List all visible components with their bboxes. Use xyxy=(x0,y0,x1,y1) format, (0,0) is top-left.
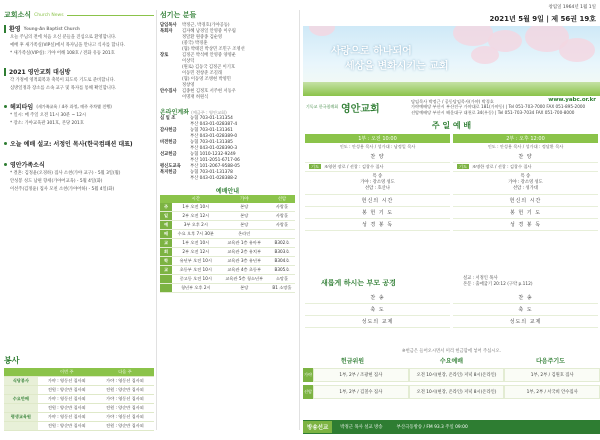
service-table xyxy=(4,368,154,431)
service-this-week: 전원 : 양순만 집사외 xyxy=(38,422,96,431)
worship-time: 청년부 오후 2시 xyxy=(172,284,220,293)
worship-group: 교 xyxy=(160,266,172,275)
happytime-section xyxy=(4,102,154,127)
offering-prayer-item: 봉 헌 기 도 xyxy=(305,207,450,219)
worship-location-seonam: B1 소망홀 xyxy=(269,284,295,293)
account-number: 농협 703-01-131378 xyxy=(190,170,233,175)
scripture-item: 성 경 봉 독 xyxy=(453,219,598,231)
account-sub: (예금주 : 영안교회) xyxy=(191,110,227,115)
account-type: 선교헌금 xyxy=(160,152,177,157)
account-number: 농협 703-01-131361 xyxy=(190,128,233,133)
account-number: 농협 703-01-131385 xyxy=(190,140,233,145)
staff-names: 정달환 원중종 김순영 xyxy=(182,35,223,40)
worship-guide-header: 선암 xyxy=(269,195,295,203)
worship-time: 초등부 오전 10시 xyxy=(172,266,220,275)
staff-title: 섬기는 분들 xyxy=(160,11,197,19)
offering-site-tag: 선암 xyxy=(303,385,313,399)
prayer-item: 기도 조명한 장로 / 선창 : 김창수 집사 xyxy=(453,163,598,172)
service-row xyxy=(4,422,154,431)
worship-group xyxy=(160,275,172,284)
worship-second-service xyxy=(453,134,598,231)
account-type: 감사헌금 xyxy=(160,128,177,133)
worship-location-gaya: 온라인 xyxy=(220,230,269,239)
worship-group xyxy=(160,284,172,293)
service-row xyxy=(4,395,154,404)
welcome-title: 환영 xyxy=(9,26,21,33)
benediction-item: 축 도 xyxy=(453,304,598,316)
staff-role: 목회자 xyxy=(160,29,173,34)
account-number: 부산 043-01-028390-3 xyxy=(190,146,238,151)
worship-location-gaya: 교육관 3층 유년부 xyxy=(220,257,269,266)
prayer-item: 기도 조영현 장로 / 선창 : 김창수 집사 xyxy=(305,163,450,172)
special-song: 특 송 가야 : 강소영 성도 선암 : 호산나 xyxy=(305,172,450,195)
hero-banner xyxy=(303,26,600,96)
worship-guide-row xyxy=(160,221,295,230)
service-section xyxy=(4,355,154,431)
benediction-item: 축 도 xyxy=(305,304,450,316)
visitation-section xyxy=(4,67,154,92)
worship-guide-row xyxy=(160,266,295,275)
service-next-week: 가야 : 영동선 집사외 xyxy=(96,377,154,386)
offering-head: 헌금위원 xyxy=(340,358,365,365)
account-number: 부산 101-2051-6717-06 xyxy=(190,158,240,163)
church-info-bar xyxy=(303,96,600,118)
sermon-title: 새롭게 하시는 부모 공경 xyxy=(321,279,396,287)
service-this-week: 가야 : 영동선 집사외 xyxy=(38,377,96,386)
service-row xyxy=(4,413,154,422)
service-row xyxy=(4,404,154,413)
next-week-prayer: 1부, 2부 / 서국희 안수집사 xyxy=(504,385,600,399)
service-next-week: 전원 : 양순만 집사외 xyxy=(96,404,154,413)
worship-time: 수요 오후 7시 30분 xyxy=(172,230,220,239)
welcome-sub: Young-An Baptist Church xyxy=(23,26,80,31)
closing-order-left xyxy=(305,292,450,328)
worship-guide-row xyxy=(160,230,295,239)
church-name: 영안교회 xyxy=(341,103,380,115)
worship-location-seonam: B302호 xyxy=(269,239,295,248)
fellowship-item: 성도의 교제 xyxy=(453,316,598,328)
account-number: 부산 043-01-028387-4 xyxy=(190,122,238,127)
worship-guide-header: 가야 xyxy=(220,195,269,203)
happytime-text-2: * 장소: 가야교육관 301호, 본당 201호 xyxy=(10,121,84,126)
service-header xyxy=(4,368,38,377)
broadcast-info: 부산극동방송 / FM 93.3 주일 09:00 xyxy=(396,425,468,430)
visitation-title: 2021 영안교회 대심방 xyxy=(9,69,71,76)
worship-location-seonam: B304호 xyxy=(269,257,295,266)
staff-role: 담임목사 xyxy=(160,23,177,28)
service-next-week: 가야 : 영동선 집사외 xyxy=(96,395,154,404)
worship-group: 일 xyxy=(160,212,172,221)
special-song: 특 송 가야 : 강소영 성도 선암 : 성가대 xyxy=(453,172,598,195)
prayer-tag: 기도 xyxy=(459,164,468,169)
praise-item: 찬 양 xyxy=(305,151,450,163)
worship-location-seonam: B303호 xyxy=(269,248,295,257)
worship-location-gaya: 교육관 5층 청소년부 xyxy=(220,275,269,284)
service-this-week: 가야 : 영동선 집사외 xyxy=(38,413,96,422)
broadcast-value: 박정근 목사 설교 방송 xyxy=(340,425,383,430)
founding-date: 창립일 1964년 1월 1일 xyxy=(548,5,596,10)
service-header: 이번 주 xyxy=(38,368,96,377)
hymn-item: 찬 송 xyxy=(453,292,598,304)
staff-names: (협) 이동영 조병현 박영민 xyxy=(182,77,231,82)
worship-group: 예 xyxy=(160,221,172,230)
service-next-week: 가야 : 영동선 집사외 xyxy=(96,413,154,422)
service-next-week: 전원 : 양순만 집사외 xyxy=(96,422,154,431)
dedication-item: 헌신의 시간 xyxy=(453,195,598,207)
worship-group: 회 xyxy=(160,248,172,257)
service-category: 평생교육원 xyxy=(4,413,38,422)
worship-time: 중고등 오전 10시 xyxy=(172,275,220,284)
worship-time: 2부 오전 12시 xyxy=(172,248,220,257)
wednesday-worship: 오전 10시(현장, 온라인) 저녁 8시(온라인) xyxy=(409,385,505,399)
sermon-section xyxy=(4,139,154,148)
address-1: 가야예배당 부산시 부산진구 가야대로 181(가야동) | Tel 051-703-7000 FAX 051-895-2000 xyxy=(411,104,586,110)
staff-role: 장로 xyxy=(160,53,169,58)
prayer-tag: 기도 xyxy=(311,164,320,169)
staff-names: 김자혜 남경일 안영중 이우림 xyxy=(182,29,236,34)
worship-location-gaya: 본당 xyxy=(220,203,269,212)
account-title: 온라인계좌 xyxy=(160,109,189,116)
dedication-item: 헌신의 시간 xyxy=(305,195,450,207)
worship-location-gaya: 교육관 2층 유치부 xyxy=(220,248,269,257)
worship-time: 3부 오후 2시 xyxy=(172,221,220,230)
offering-committee: 1부, 2부 / 김칠수 집사 xyxy=(313,385,409,399)
hymn-item: 찬 송 xyxy=(305,292,450,304)
worship-first-service xyxy=(305,134,450,231)
slogan-line-2: 세상을 변화시키는 교회 xyxy=(345,61,449,72)
offering-row xyxy=(303,368,600,382)
staff-names: 박정근, 박경호(가야공동) xyxy=(182,23,230,28)
offering-section xyxy=(303,356,600,399)
staff-role: 안수집사 xyxy=(160,89,177,94)
worship-location-gaya: 본당 xyxy=(220,212,269,221)
family-news-1: * 결혼: 김정윤(오경하) 집사 소천(가야 교구) - 5월 3일(월) xyxy=(10,171,121,176)
account-number: 농협 703-01-131354 xyxy=(190,116,233,121)
account-number: 부산 043-01-028389-0 xyxy=(190,134,238,139)
offering-prayer-item: 봉 헌 기 도 xyxy=(453,207,598,219)
worship-location-seonam: B305호 xyxy=(269,266,295,275)
account-type xyxy=(160,176,190,182)
account-number: 부산 043-01-028388-2 xyxy=(190,176,238,181)
staff-role xyxy=(160,95,182,101)
worship-guide-header xyxy=(160,195,172,203)
worship-location-seonam: 사랑홀 xyxy=(269,203,295,212)
column-divider xyxy=(156,10,157,430)
broadcast-footer xyxy=(303,420,600,434)
sunday-worship-section xyxy=(303,120,600,228)
account-type: 복지헌금 xyxy=(160,170,177,175)
account-list xyxy=(160,116,295,182)
worship-time: 유년부 오전 10시 xyxy=(172,257,220,266)
sermon-title: 오늘 예배 설교: 서정인 목사(한국컴패션 대표) xyxy=(10,141,133,148)
church-url[interactable]: www.yabc.or.kr xyxy=(548,97,596,103)
staff-names: 이명재 허원식 xyxy=(182,95,209,100)
column-divider xyxy=(299,10,300,430)
offering-row xyxy=(303,385,600,399)
worship-guide-row xyxy=(160,239,295,248)
staff-names: 정창영 xyxy=(182,83,195,88)
sermon-info: 설교 : 서정인 목사 본문 : 출애굽기 20:12 (구약 p.112) xyxy=(463,276,533,287)
worship-time: 1부 오전 10시 xyxy=(172,239,220,248)
offering-note: ※헌금은 들어오시면서 미리 헌금함에 넣어 주십시오. xyxy=(402,349,501,354)
worship-location-gaya: 본당 xyxy=(220,284,269,293)
worship-time: 2부 오전 12시 xyxy=(172,212,220,221)
family-news-section xyxy=(4,160,154,193)
broadcast-tag: 방송선교 xyxy=(303,421,332,433)
welcome-text-3: * 새가족실(VIP실): 가야 어해 108호 / 전화 유등 201호 xyxy=(10,51,115,56)
pastor-line: 담임목사 박정근 / 공동담임목사(가야) 박경호 xyxy=(411,98,494,104)
church-news-header xyxy=(4,10,154,20)
account-number: 농협 1010-1232-9249 xyxy=(190,152,236,157)
address-2: 선암예배당 부산시 해운대구 대천로 34(우동) | Tel 051-703-7034 FAX 051-700-8000 xyxy=(411,109,575,115)
worship-location-seonam: 사랑홀 xyxy=(269,221,295,230)
family-news-2: 안성봉 성도 남편 향세(가야어교육) - 5월 4일(화) xyxy=(10,179,103,184)
service-row xyxy=(4,386,154,395)
offering-head: 다음주기도 xyxy=(536,358,565,365)
happytime-text-1: * 일시: 매 주일 오전 11시 30분 ~ 12시 xyxy=(10,113,87,118)
first-service-time: 1부 : 오전 10:00 xyxy=(305,134,450,143)
next-week-prayer: 1부, 2부 / 김원호 집사 xyxy=(504,368,600,382)
scripture-item: 성 경 봉 독 xyxy=(305,219,450,231)
offering-committee: 1부, 2부 / 조광현 집사 xyxy=(313,368,409,382)
staff-row xyxy=(160,95,295,101)
worship-location-gaya: 교육관 1층 유아부 xyxy=(220,239,269,248)
worship-guide-title: 예배안내 xyxy=(215,188,240,195)
welcome-text-2: 예배 후 새가족실(VIP실)에서 목자님을 만나고 식사를 합니다. xyxy=(10,43,126,48)
account-type: 평신도교육 xyxy=(160,164,181,169)
staff-names: (협) 박태진 박상민 조민구 조영선 xyxy=(182,47,245,52)
service-this-week: 가야 : 영동선 집사외 xyxy=(38,395,96,404)
staff-names: 이동민 전창준 조길래 xyxy=(182,71,223,76)
worship-guide-row xyxy=(160,275,295,284)
happytime-title: 헤피타임 xyxy=(10,104,34,111)
account-number: 부산 101-2067-9588-05 xyxy=(190,164,240,169)
church-logo: 기독교 한국침례회 xyxy=(305,104,339,109)
service-this-week: 전원 : 양순만 집사외 xyxy=(38,386,96,395)
worship-location-seonam xyxy=(269,230,295,239)
account-title-row xyxy=(160,107,295,116)
worship-group: 주 xyxy=(160,203,172,212)
service-category: 식당봉사 xyxy=(4,377,38,386)
second-service-lead: 인도 : 안성용 목사 / 성가대 : 정달환 목사 xyxy=(487,144,564,149)
first-service-lead: 인도 : 안성용 목사 / 성가대 : 남정일 목사 xyxy=(339,144,416,149)
issue-date: 2021년 5월 9일 | 제 56권 19호 xyxy=(489,15,596,23)
welcome-section xyxy=(4,24,154,57)
welcome-text-1: 오늘 주님의 전에 처음 오신 분들을 진심으로 환영합니다. xyxy=(10,35,117,40)
worship-location-gaya: 교육관 4층 초등부 xyxy=(220,266,269,275)
wednesday-worship: 오전 10시(현장, 온라인) 저녁 8시(온라인) xyxy=(409,368,505,382)
staff-list xyxy=(160,23,295,101)
worship-location-seonam: 사랑홀 xyxy=(269,212,295,221)
service-next-week: 전원 : 양순만 집사외 xyxy=(96,386,154,395)
happytime-sub: (새가족교육 / 4주 과정, 매주 주차별 진행) xyxy=(36,103,112,109)
service-category xyxy=(4,404,38,413)
family-news-title: 영안가족소식 xyxy=(10,162,45,169)
account-type: 비전헌금 xyxy=(160,140,177,145)
worship-guide-row xyxy=(160,284,295,293)
worship-group: 교 xyxy=(160,239,172,248)
worship-guide-table xyxy=(160,195,295,293)
second-service-time: 2부 : 오후 12:00 xyxy=(453,134,598,143)
offering-site-tag: 가야 xyxy=(303,368,313,382)
visitation-text-2: 심방일정과 장소를 소속 교구 및 목자를 통해 확인합니다. xyxy=(10,86,117,91)
service-title: 봉사 xyxy=(4,356,20,365)
worship-guide-row xyxy=(160,212,295,221)
praise-item: 찬 양 xyxy=(453,151,598,163)
worship-guide-row xyxy=(160,203,295,212)
service-this-week: 전원 : 양순만 집사외 xyxy=(38,404,96,413)
church-news-title: 교회소식 xyxy=(4,11,32,19)
offering-head: 수요예배 xyxy=(439,358,464,365)
service-category xyxy=(4,422,38,431)
worship-guide-row xyxy=(160,257,295,266)
worship-guide-header: 시간 xyxy=(172,195,220,203)
family-news-3: 이선주(김정윤) 집사 모친 소천(가야어하) - 5월 4일(화) xyxy=(10,187,115,192)
service-row xyxy=(4,377,154,386)
worship-location-seonam: 소망홀 xyxy=(269,275,295,284)
staff-names: 이상덕 xyxy=(182,59,195,64)
sunday-worship-title: 주 일 예 배 xyxy=(431,121,472,130)
staff-names: 김정곤 박석배 안영중 양영운 xyxy=(182,53,236,58)
cover-column xyxy=(303,0,600,440)
account-type: 십 일 조 xyxy=(160,116,176,121)
service-header: 다음 주 xyxy=(96,368,154,377)
service-category xyxy=(4,386,38,395)
worship-guide-row xyxy=(160,248,295,257)
worship-time: 1부 오전 10시 xyxy=(172,203,220,212)
church-news-en: Church News xyxy=(34,12,64,18)
worship-group: 학 xyxy=(160,257,172,266)
staff-names: (원로) 김동국 김정곤 이기호 xyxy=(182,65,236,70)
staff-column xyxy=(160,10,295,435)
staff-names: 김종현 김정호 서주현 서동우 xyxy=(182,89,236,94)
staff-names: (중국) 박경훈 xyxy=(182,41,208,46)
visitation-text-1: 각 가정에 영적회복과 축복이 되도록 기도로 준비합니다. xyxy=(10,78,116,83)
church-news-column xyxy=(4,10,154,435)
worship-location-gaya: 본당 xyxy=(220,221,269,230)
service-category: 수요만배 xyxy=(4,395,38,404)
worship-group: 배 xyxy=(160,230,172,239)
closing-order-right xyxy=(453,292,598,328)
account-row xyxy=(160,176,295,182)
slogan-line-1: 사랑으로 하나되어 xyxy=(331,46,412,57)
fellowship-item: 성도의 교제 xyxy=(305,316,450,328)
